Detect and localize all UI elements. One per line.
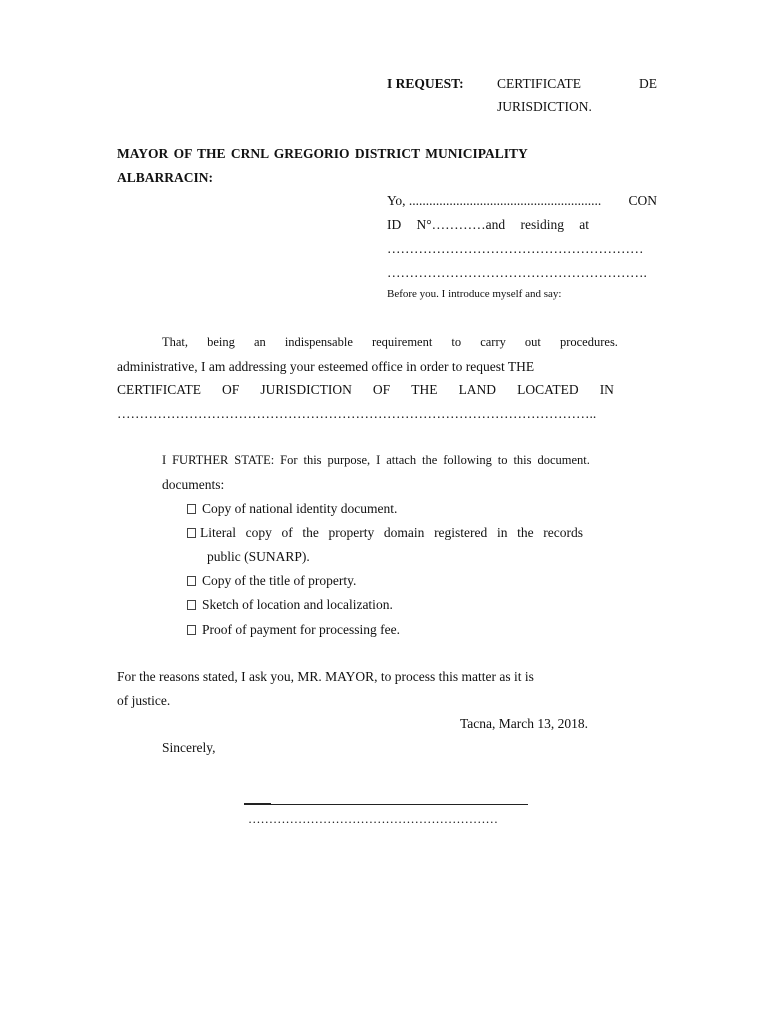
further-word: the xyxy=(422,453,438,467)
signature-name-field: …………………………………………………… xyxy=(248,812,498,826)
attachment-item xyxy=(187,501,397,517)
further-word: this xyxy=(303,453,322,467)
attachment-word: domain xyxy=(383,525,425,540)
applicant-word: ID xyxy=(387,217,402,232)
attachment-item xyxy=(187,573,356,589)
attachment-item xyxy=(187,597,393,613)
attachment-label: Copy of national identity document. xyxy=(202,501,398,516)
attachment-word: of xyxy=(281,525,293,540)
request-label: I REQUEST: xyxy=(387,76,464,91)
request-word: CERTIFICATE xyxy=(497,76,581,91)
body-word: carry xyxy=(480,335,506,349)
address-field-line2: …………………………………………………. xyxy=(387,265,647,280)
body-word: LAND xyxy=(458,382,497,397)
applicant-word: residing xyxy=(520,217,564,232)
body-word: procedures. xyxy=(559,335,618,349)
attachment-word: property xyxy=(328,525,375,540)
address-field-line1: ………………………………………………… xyxy=(387,241,644,256)
body-word: THE xyxy=(411,382,438,397)
attachment-word: records xyxy=(543,525,583,540)
attachment-word: in xyxy=(496,525,508,540)
document-date: Tacna, March 13, 2018. xyxy=(460,716,589,731)
attachment-word: copy xyxy=(245,525,272,540)
body-line2: administrative, I am addressing your esteemed office in order to request THE xyxy=(117,359,535,374)
signature-line-accent xyxy=(244,803,271,805)
checkbox-icon xyxy=(187,576,196,586)
further-word: FURTHER xyxy=(172,453,229,467)
body-line1 xyxy=(162,335,618,350)
attachment-item xyxy=(187,622,400,638)
applicant-intro: Before you. I introduce myself and say: xyxy=(387,288,562,300)
addressee-line2: ALBARRACIN: xyxy=(117,170,214,185)
attachment-word: Literal xyxy=(200,525,236,540)
applicant-word: at xyxy=(579,217,589,232)
attachment-word: the xyxy=(517,525,534,540)
further-word: this xyxy=(513,453,532,467)
applicant-word: CON xyxy=(628,193,657,208)
body-word: OF xyxy=(222,382,240,397)
further-word: document. xyxy=(537,453,590,467)
further-word: STATE: xyxy=(234,453,275,467)
body-word: JURISDICTION xyxy=(260,382,352,397)
checkbox-icon xyxy=(187,504,196,514)
attachment-word: registered xyxy=(434,525,488,540)
further-word: purpose, xyxy=(327,453,371,467)
further-line2: documents: xyxy=(162,477,225,492)
sincerely-text: Sincerely, xyxy=(162,740,216,755)
applicant-line1 xyxy=(387,193,657,209)
further-word: attach xyxy=(386,453,417,467)
request-word: DE xyxy=(639,76,657,91)
attachment-word: the xyxy=(302,525,319,540)
signature-line xyxy=(244,804,528,805)
attachment-label: Copy of the title of property. xyxy=(202,573,357,588)
closing-line1: For the reasons stated, I ask you, MR. MAYOR, to process this matter as it is xyxy=(117,669,534,684)
addressee-line1: MAYOR OF THE CRNL GREGORIO DISTRICT MUNICIPALITY xyxy=(117,146,528,161)
further-word: to xyxy=(497,453,508,467)
checkbox-icon xyxy=(187,528,196,538)
attachment-label: Proof of payment for processing fee. xyxy=(202,622,400,637)
body-word: an xyxy=(253,335,266,349)
request-subject-line2: JURISDICTION. xyxy=(497,99,592,114)
body-word: indispensable xyxy=(284,335,353,349)
body-word: out xyxy=(524,335,541,349)
attachment-item-continuation: public (SUNARP). xyxy=(207,549,310,564)
attachment-label xyxy=(200,525,583,541)
body-word: being xyxy=(207,335,235,349)
body-word: That, xyxy=(162,335,189,349)
body-word: LOCATED xyxy=(517,382,579,397)
checkbox-icon xyxy=(187,625,196,635)
further-line1 xyxy=(162,453,590,468)
applicant-line2 xyxy=(387,217,589,233)
body-word: IN xyxy=(599,382,614,397)
applicant-name-field: Yo, ......................................................... xyxy=(387,193,602,208)
body-line3 xyxy=(117,382,614,398)
request-subject-line1 xyxy=(497,76,657,92)
attachment-label: Sketch of location and localization. xyxy=(202,597,393,612)
closing-line2: of justice. xyxy=(117,693,171,708)
body-word: CERTIFICATE xyxy=(117,382,201,397)
further-word: following xyxy=(443,453,492,467)
further-word: I xyxy=(376,453,381,467)
checkbox-icon xyxy=(187,600,196,610)
body-word: to xyxy=(451,335,462,349)
further-word: I xyxy=(162,453,167,467)
land-location-field: …………………………………………………………………………………………….. xyxy=(117,406,597,421)
body-word: requirement xyxy=(371,335,433,349)
body-word: OF xyxy=(372,382,391,397)
applicant-word: N°…………and xyxy=(416,217,506,232)
further-word: For xyxy=(280,453,298,467)
